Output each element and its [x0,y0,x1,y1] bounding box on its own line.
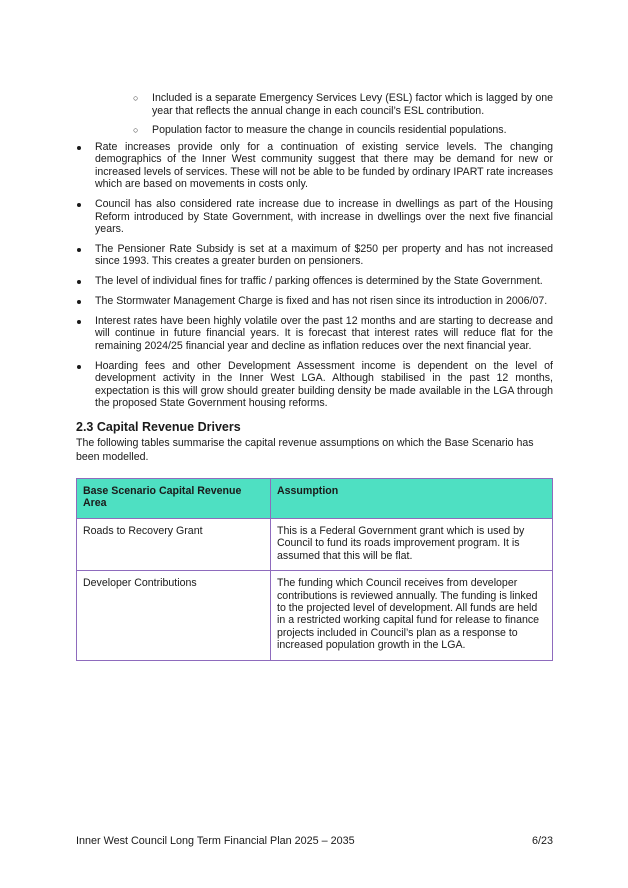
sub-bullet-text: Included is a separate Emergency Services Levy (ESL) factor which is lagged by one year that reflects the annual change in each council’s ESL contribution. [152,92,553,117]
table-cell-assumption: This is a Federal Government grant which is used by Council to fund its roads improvement program. It is assumed that this will be flat. [271,519,553,571]
sub-bullet-list [133,92,553,144]
bullet-icon [77,300,81,304]
circle-bullet-icon: ○ [133,93,139,103]
bullet-text: The Pensioner Rate Subsidy is set at a maximum of $250 per property and has not increased since 1993. This creates a greater burden on pensioners. [95,242,553,268]
table-row [77,571,553,660]
bullet-list [76,141,553,417]
table-header-row [77,479,553,519]
bullet-text: Interest rates have been highly volatile over the past 12 months and are starting to decrease and will continue in future financial years. It is forecast that interest rates will reduce flat for the remaining 2024/25 financial year and decline as inflation reduces over the next financial year. [95,314,553,352]
list-item [76,315,553,352]
bullet-icon [77,365,81,369]
bullet-text: The Stormwater Management Charge is fixed and has not risen since its introduction in 2006/07. [95,295,548,308]
bullet-text: The level of individual fines for traffic / parking offences is determined by the State Government. [95,275,543,288]
bullet-text: Council has also considered rate increase due to increase in dwellings as part of the Housing Reform introduced by State Government, with increase in dwellings over the next five financial years. [95,198,553,235]
list-item [76,141,553,191]
column-header-area: Base Scenario Capital Revenue Area [77,479,271,519]
bullet-icon [77,320,81,324]
capital-revenue-table [76,478,553,661]
table-cell-area: Developer Contributions [77,571,271,660]
bullet-text: Rate increases provide only for a continuation of existing service levels. The changing demographics of the Inner West community suggest that there may be demand for new or increased levels of services. These will not be able to be funded by ordinary IPART rate increases which are based on movements in costs only. [95,141,553,191]
list-item [76,275,553,287]
list-item [133,92,553,117]
list-item [133,124,553,137]
list-item [76,360,553,410]
bullet-icon [77,248,81,252]
column-header-assumption: Assumption [271,479,553,519]
bullet-icon [77,203,81,207]
list-item [76,295,553,307]
bullet-icon [77,146,81,150]
list-item [76,198,553,235]
section-heading: 2.3 Capital Revenue Drivers [76,420,241,434]
list-item [76,243,553,268]
table-cell-area: Roads to Recovery Grant [77,519,271,571]
bullet-icon [77,280,81,284]
sub-bullet-text: Population factor to measure the change in councils residential populations. [152,124,507,136]
table-cell-assumption: The funding which Council receives from developer contributions is reviewed annually. The funding is linked to the projected level of development. All funds are held in a restricted working capital fund for release to finance projects included in Council’s plan as a response to increased population growth in the LGA. [271,571,553,660]
section-intro: The following tables summarise the capital revenue assumptions on which the Base Scenario has been modelled. [76,437,534,463]
table-row [77,519,553,571]
page-number: 6/23 [531,835,553,847]
bullet-text: Hoarding fees and other Development Assessment income is dependent on the level of development activity in the Inner West LGA. Although stabilised in the past 12 months, expectation is this will grow should greater building density be made available in the LGA through the proposed State Government housing reforms. [95,359,553,409]
circle-bullet-icon: ○ [133,125,139,135]
footer-title: Inner West Council Long Term Financial Plan 2025 – 2035 [76,835,355,847]
